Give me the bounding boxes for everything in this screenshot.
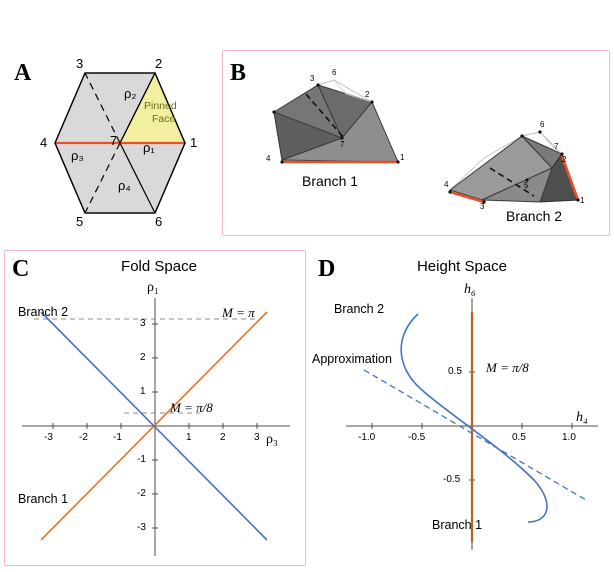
- d-xtick--0.5: -0.5: [408, 432, 426, 443]
- panel-c-letter: C: [12, 256, 30, 282]
- b2-vertex-4: 4: [444, 180, 449, 189]
- d-ytick--0.5: -0.5: [443, 474, 461, 485]
- b2-vertex-1: 1: [580, 196, 585, 205]
- d-ytick-0.5: 0.5: [448, 366, 462, 377]
- pinned-face-label-line2: Face: [152, 113, 176, 125]
- c-xtick-3: 3: [254, 432, 260, 443]
- rho-2-label: ρ₂: [124, 86, 137, 101]
- panel-d-letter: D: [318, 256, 336, 282]
- branch2-label: Branch 2: [506, 208, 563, 224]
- b2-vertex-5: 5: [524, 181, 529, 190]
- branch1-label: Branch 1: [302, 173, 359, 189]
- vertex-label-7: 7: [110, 133, 118, 148]
- vertex-label-5: 5: [76, 214, 84, 229]
- d-xtick-0.5: 0.5: [512, 432, 526, 443]
- b1-vertex-7: 7: [340, 140, 345, 149]
- d-xtick-1.0: 1.0: [562, 432, 576, 443]
- vertex-label-1: 1: [190, 135, 198, 150]
- c-xtick--1: -1: [113, 432, 122, 443]
- rho-3-label: ρ₃: [71, 148, 84, 163]
- d-branch2-label: Branch 2: [334, 302, 385, 316]
- d-branch1-label: Branch 1: [432, 518, 483, 532]
- c-ytick-1: 1: [140, 386, 146, 397]
- c-annotation-pi8: M = π/8: [170, 400, 213, 415]
- c-ytick--3: -3: [137, 522, 146, 533]
- c-ytick--2: -2: [137, 488, 146, 499]
- branch2-shape: [448, 130, 579, 203]
- panel-d: [310, 250, 614, 566]
- branch1-shape: [272, 80, 399, 164]
- b1-vertex-2: 2: [365, 90, 370, 99]
- c-branch2-label: Branch 2: [18, 305, 69, 319]
- vertex-label-3: 3: [76, 56, 84, 71]
- c-annotation-pi: M = π: [222, 305, 255, 320]
- d-ylabel: h₆: [464, 282, 476, 297]
- b1-vertex-4: 4: [266, 154, 271, 163]
- rho-4-label: ρ₄: [118, 178, 131, 193]
- b1-vertex-3: 3: [310, 74, 315, 83]
- c-ylabel: ρ₁: [147, 280, 159, 295]
- b1-vertex-1: 1: [400, 153, 405, 162]
- b2-vertex-2: 2: [562, 155, 567, 164]
- panel-a-letter: A: [14, 60, 32, 86]
- d-xlabel: h₄: [576, 410, 588, 425]
- b2-vertex-7: 7: [554, 142, 559, 151]
- fold-space-plot: [4, 250, 306, 566]
- c-xtick--3: -3: [44, 432, 53, 443]
- pinned-face-label-line1: Pinned: [144, 100, 177, 112]
- panel-b: [222, 50, 610, 236]
- b1-vertex-6: 6: [332, 68, 337, 77]
- c-xtick--2: -2: [79, 432, 88, 443]
- c-xtick-2: 2: [220, 432, 226, 443]
- vertex-label-6: 6: [155, 214, 163, 229]
- c-xlabel: ρ₃: [266, 432, 278, 447]
- panel-d-title: Height Space: [416, 258, 508, 275]
- c-ytick-2: 2: [140, 352, 146, 363]
- panel-a-hexagon-diagram: [0, 48, 215, 238]
- panel-c: [4, 250, 306, 566]
- panel-a: [0, 48, 215, 238]
- panel-b-letter: B: [230, 60, 247, 86]
- c-ytick-3: 3: [140, 318, 146, 329]
- c-branch1-label: Branch 1: [18, 492, 69, 506]
- vertex-label-2: 2: [155, 56, 163, 71]
- rho-1-label: ρ₁: [143, 140, 155, 155]
- d-annotation-pi8: M = π/8: [486, 360, 529, 375]
- panel-c-title: Fold Space: [121, 258, 197, 275]
- vertex-label-4: 4: [40, 135, 48, 150]
- d-approximation-label: Approximation: [312, 352, 392, 366]
- c-ytick--1: -1: [137, 454, 146, 465]
- b2-vertex-3: 3: [480, 202, 485, 211]
- d-xtick--1.0: -1.0: [358, 432, 376, 443]
- c-xtick-1: 1: [186, 432, 192, 443]
- b2-vertex-6: 6: [540, 120, 545, 129]
